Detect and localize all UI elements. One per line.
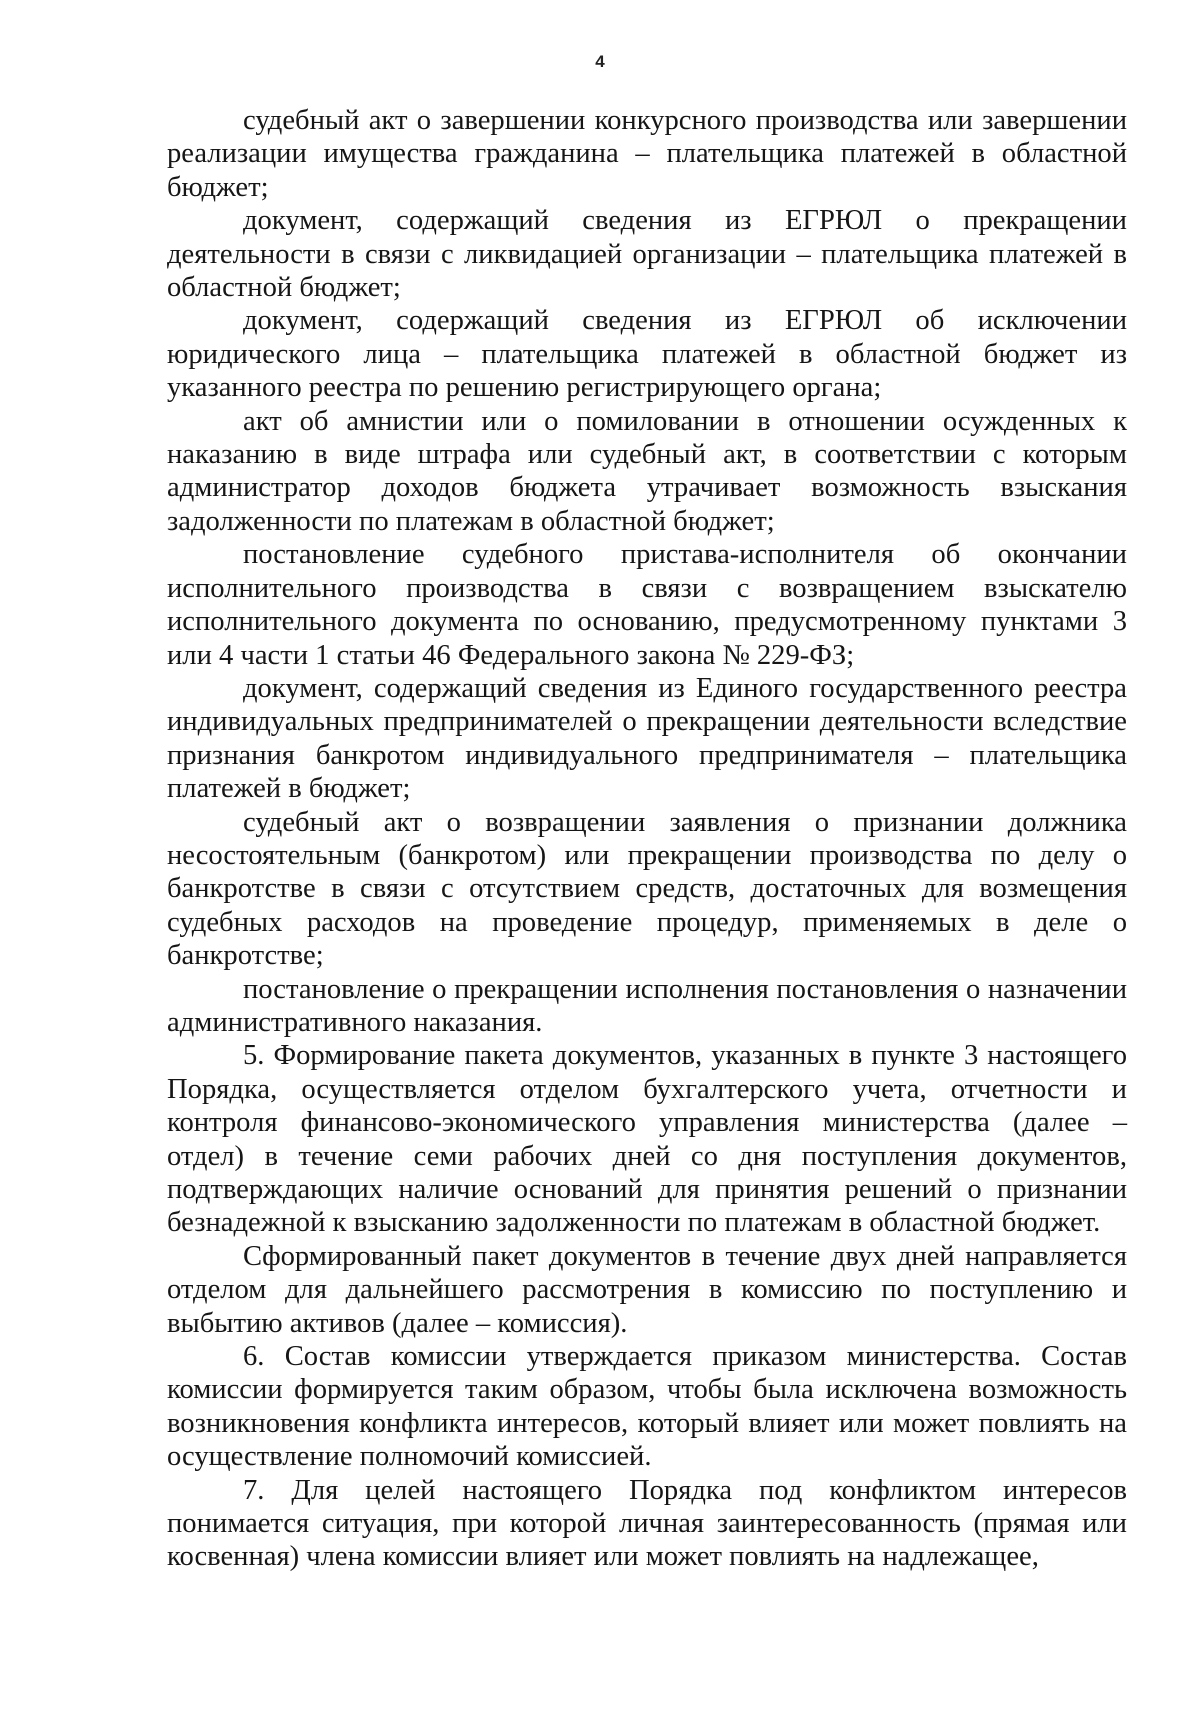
paragraph: документ, содержащий сведения из ЕГРЮЛ об исключении юридического лица – плательщика платежей в областной бюджет из указанного реестра по решению регистрирующего органа; (167, 305, 1127, 404)
paragraph: судебный акт о возвращении заявления о признании должника несостоятельным (банкротом) или прекращении производства по делу о банкротстве в связи с отсутствием средств, достаточных для возмещения судебных расходов на проведение процедур, применяемых в деле о банкротстве; (167, 806, 1127, 972)
document-body (167, 104, 1127, 1574)
page-number: 4 (595, 52, 605, 71)
paragraph-item-5: 5. Формирование пакета документов, указанных в пункте 3 настоящего Порядка, осуществляется отделом бухгалтерского учета, отчетности и контроля финансово-экономического управления министерства (далее – отдел) в течение семи рабочих дней со дня поступления документов, подтверждающих наличие оснований для принятия решений о признании безнадежной к взысканию задолженности по платежам в областной бюджет. (167, 1040, 1127, 1239)
paragraph: судебный акт о завершении конкурсного производства или завершении реализации имущества гражданина – плательщика платежей в областной бюджет; (167, 105, 1127, 203)
paragraph: акт об амнистии или о помиловании в отношении осужденных к наказанию в виде штрафа или судебный акт, в соответствии с которым администратор доходов бюджета утрачивает возможность взыскания задолженности по платежам в областной бюджет; (167, 405, 1127, 537)
paragraph-item-7: 7. Для целей настоящего Порядка под конфликтом интересов понимается ситуация, при которой личная заинтересованность (прямая или косвенная) члена комиссии влияет или может повлиять на надлежащее, (167, 1474, 1127, 1573)
paragraph-item-6: 6. Состав комиссии утверждается приказом министерства. Состав комиссии формируется таким образом, чтобы была исключена возможность возникновения конфликта интересов, который влияет или может повлиять на осуществление полномочий комиссией. (167, 1341, 1127, 1473)
paragraph: постановление о прекращении исполнения постановления о назначении административного наказания. (167, 973, 1127, 1038)
paragraph: документ, содержащий сведения из Единого государственного реестра индивидуальных предпринимателей о прекращении деятельности вследствие признания банкротом индивидуального предпринимателя – плательщика платежей в бюджет; (167, 672, 1127, 805)
paragraph: постановление судебного пристава-исполнителя об окончании исполнительного производства в связи с возвращением взыскателю исполнительного документа по основанию, предусмотренному пунктами 3 или 4 части 1 статьи 46 Федерального закона № 229-ФЗ; (167, 539, 1127, 671)
paragraph: Сформированный пакет документов в течение двух дней направляется отделом для дальнейшего рассмотрения в комиссию по поступлению и выбытию активов (далее – комиссия). (167, 1240, 1127, 1339)
paragraph: документ, содержащий сведения из ЕГРЮЛ о прекращении деятельности в связи с ликвидацией организации – плательщика платежей в областной бюджет; (167, 205, 1127, 304)
